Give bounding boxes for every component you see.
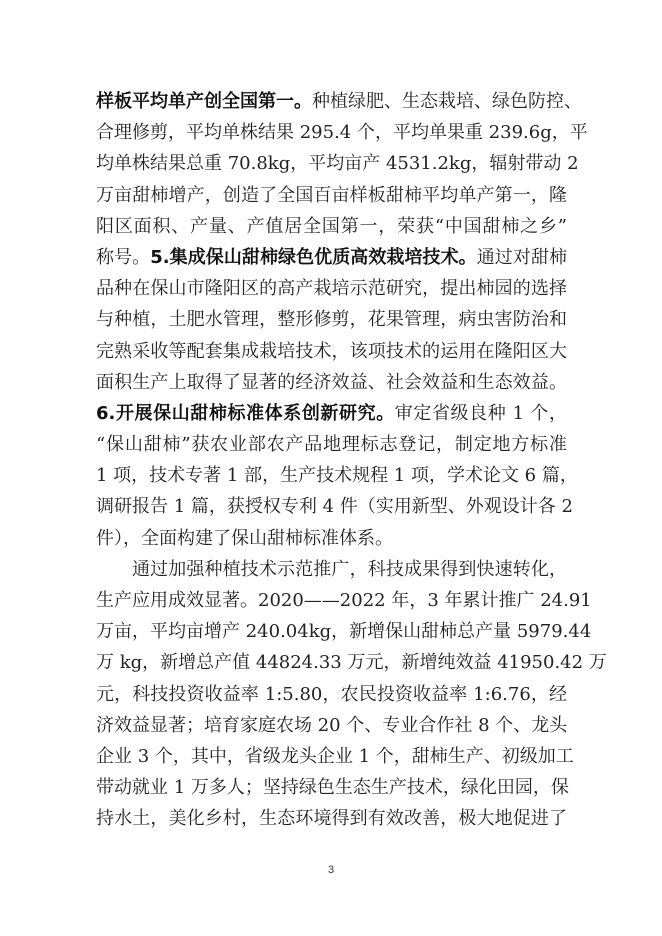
body-text: 万 kg，新增总产值 44824.33 万元，新增纯效益 41950.42 万 [96,652,607,674]
text-line [96,491,573,522]
document-body [96,86,607,835]
body-text: 审定省级良种 1 个， [394,402,567,424]
text-line [96,242,567,273]
bold-heading-text: 6.开展保山甜柿标准体系创新研究。 [96,402,395,424]
body-text: 元，科技投资收益率 1:5.80，农民投资收益率 1:6.76，经 [96,683,567,705]
body-text: 称号。 [96,246,151,268]
body-text: 调研报告 1 篇，获授权专利 4 件（实用新型、外观设计各 2 [96,496,573,518]
body-text: 生产应用成效显著。2020——2022 年，3 年累计推广 24.91 [96,590,592,611]
body-text: 企业 3 个，其中，省级龙头企业 1 个，甜柿生产、初级加工 [96,745,574,767]
body-text: 济效益显著；培育家庭农场 20 个、专业合作社 8 个、龙头 [96,714,568,736]
text-line [96,523,567,554]
body-text: 万亩，平均亩增产 240.04kg，新增保山甜柿总产量 5979.44 [96,621,592,643]
text-line [96,117,588,148]
text-line [96,211,567,242]
body-text: 1 项，技术专著 1 部，生产技术规程 1 项，学术论文 6 篇， [96,465,578,487]
body-text: 件），全面构建了保山甜柿标准体系。 [96,527,393,549]
text-line [96,710,567,741]
body-text: 合理修剪，平均单株结果 295.4 个，平均单果重 239.6g，平 [96,122,588,144]
text-line [96,367,567,398]
text-line [96,772,567,803]
body-text: 面积生产上取得了显著的经济效益、社会效益和生态效益。 [96,371,567,393]
text-line [96,554,567,585]
bold-heading-text: 样板平均单产创全国第一。 [96,91,312,112]
body-text: 阳区面积、产量、产值居全国第一，荣获“中国甜柿之乡” [96,215,567,237]
text-line [96,398,567,429]
body-text: 均单株结果总重 70.8kg，平均亩产 4531.2kg，辐射带动 2 [96,153,579,175]
body-text: 品种在保山市隆阳区的高产栽培示范研究，提出柿园的选择 [96,278,567,300]
body-text: 通过对甜柿 [476,246,567,268]
text-line [96,180,567,211]
text-line [96,429,567,460]
text-line [96,336,567,367]
text-line [96,647,607,678]
body-text: 带动就业 1 万多人；坚持绿色生态生产技术，绿化田园，保 [96,777,569,799]
text-line [96,304,567,335]
body-text: 种植绿肥、生态栽培、绿色防控、 [312,91,582,112]
body-text: 万亩甜柿增产，创造了全国百亩样板甜柿平均单产第一，隆 [96,184,567,206]
body-text: “保山甜柿”获农业部农产品地理标志登记，制定地方标准 [96,434,567,456]
text-line [96,86,582,117]
text-line [96,679,567,710]
text-line [96,460,578,491]
page-number: 3 [327,864,335,876]
body-text: 通过加强种植技术示范推广，科技成果得到快速转化， [132,558,567,580]
text-line [96,803,567,834]
text-line [96,585,592,616]
text-line [96,273,567,304]
text-line [96,741,574,772]
text-line [96,616,592,647]
body-text: 持水土，美化乡村，生态环境得到有效改善，极大地促进了 [96,808,567,830]
bold-heading-text: 5.集成保山甜柿绿色优质高效栽培技术。 [150,246,477,268]
body-text: 与种植，土肥水管理，整形修剪，花果管理，病虫害防治和 [96,309,567,331]
body-text: 完熟采收等配套集成栽培技术，该项技术的运用在隆阳区大 [96,340,567,362]
text-line [96,148,579,179]
